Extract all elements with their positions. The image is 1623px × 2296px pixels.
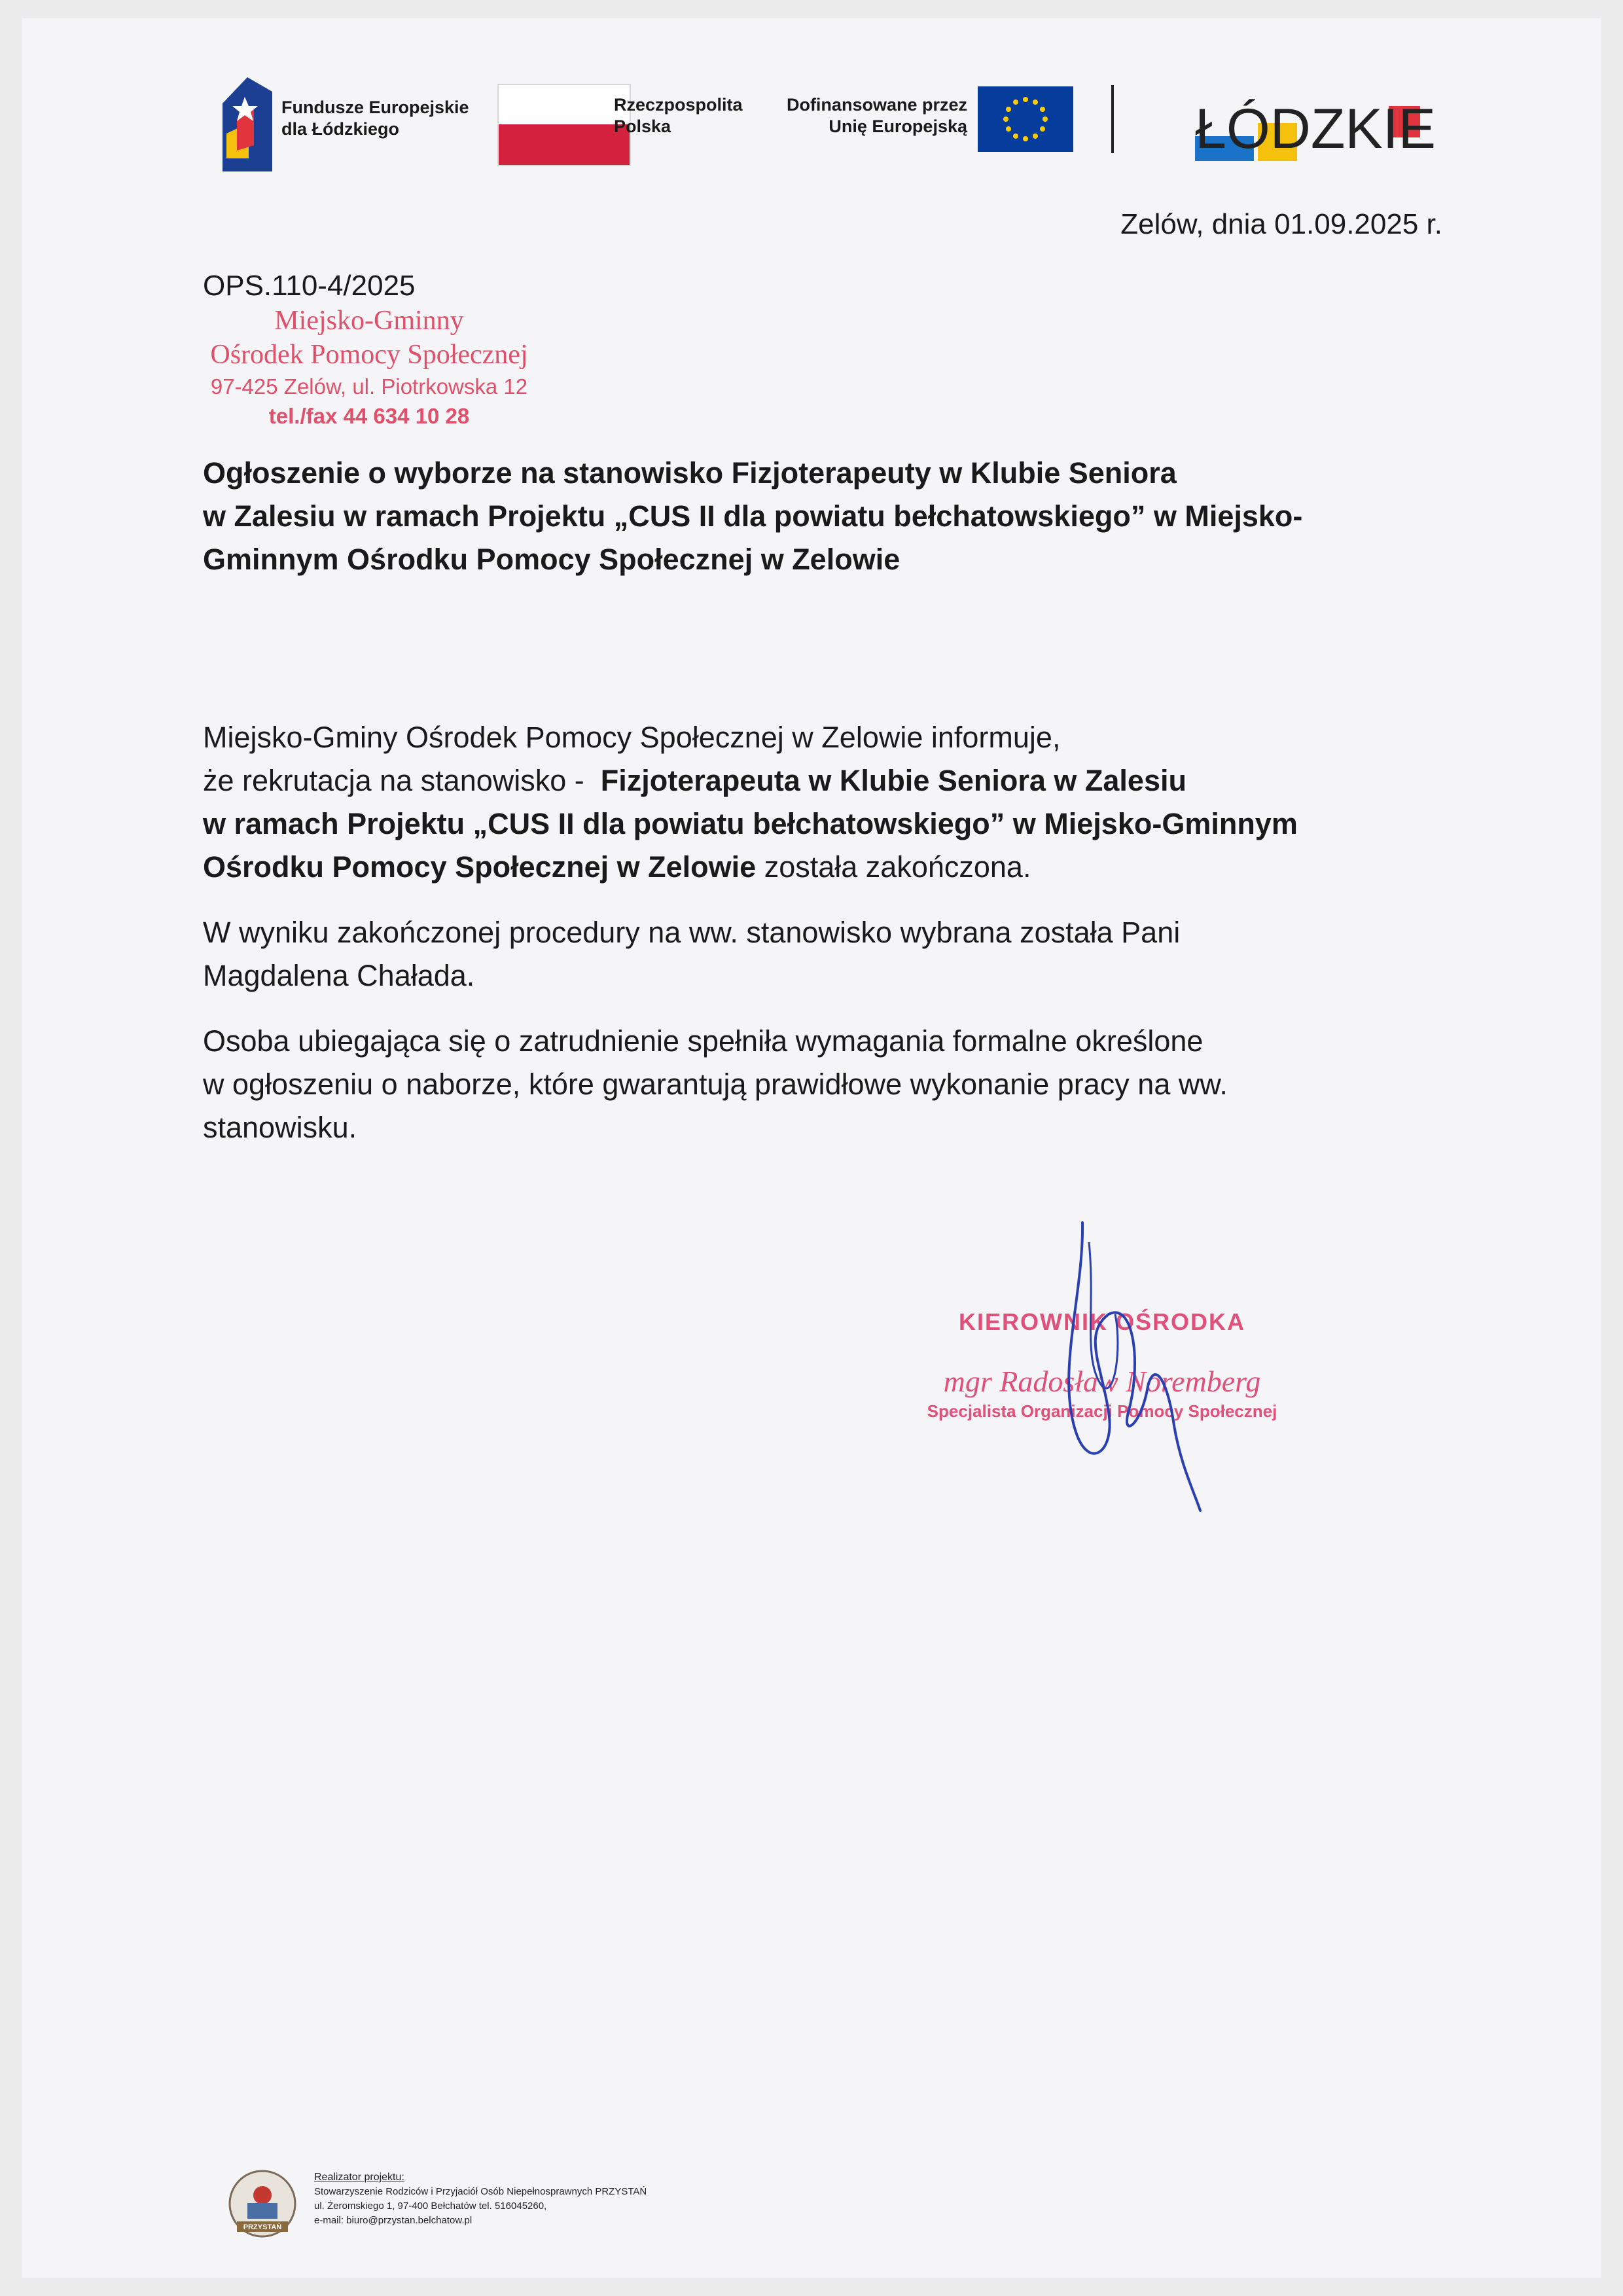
- stamp-line: Ośrodek Pomocy Społecznej: [210, 340, 528, 370]
- footer-line: e-mail: biuro@przystan.belchatow.pl: [314, 2215, 473, 2226]
- document-title: Ogłoszenie o wyborze na stanowisko Fizjoterapeuty w Klubie Seniora w Zalesiu w ramach Projektu „CUS II dla powiatu bełchatowskiego” w Miejsko- Gminnym Ośrodku Pomocy Społecznej w Zelowie: [203, 456, 1303, 576]
- stamp-line: 97-425 Zelów, ul. Piotrkowska 12: [210, 374, 528, 399]
- sender-stamp: [173, 304, 565, 431]
- fundusze-europejskie-logo-icon: [223, 77, 272, 171]
- signature-position: Specjalista Organizacji Pomocy Społecznej: [927, 1401, 1277, 1421]
- przystan-logo-icon: [228, 2169, 297, 2238]
- footer-line: ul. Żeromskiego 1, 97-400 Bełchatów tel. 516045260,: [314, 2200, 547, 2212]
- document-page: [22, 18, 1601, 2278]
- footer-heading: Realizator projektu:: [314, 2172, 404, 2183]
- eu-flag-icon: [978, 86, 1073, 152]
- paragraph-1: Miejsko-Gminy Ośrodek Pomocy Społecznej w Zelowie informuje, że rekrutacja na stanowisko - Fizjoterapeuta w Klubie Seniora w Zalesiu w ramach Projektu „CUS II dla powiatu bełchatowskiego” w Miejsko-Gminnym Ośrodku Pomocy Społecznej w Zelowie została zakończona.: [203, 721, 1298, 884]
- footer-line: Stowarzyszenie Rodziców i Przyjaciół Osób Niepełnosprawnych PRZYSTAŃ: [314, 2186, 647, 2197]
- header-divider: [1111, 85, 1114, 153]
- paragraph-3: Osoba ubiegająca się o zatrudnienie spełniła wymagania formalne określone w ogłoszeniu o naborze, które gwarantują prawidłowe wykonanie pracy na ww. stanowisku.: [203, 1024, 1228, 1144]
- handwritten-signature-icon: [1043, 1216, 1240, 1517]
- paragraph-2: W wyniku zakończonej procedury na ww. stanowisko wybrana została Pani Magdalena Chałada.: [203, 916, 1181, 992]
- eu-cofinancing-text: Dofinansowane przez Unię Europejską: [786, 95, 967, 136]
- svg-text:PRZYSTAŃ: PRZYSTAŃ: [243, 2223, 282, 2231]
- logo-bar: [22, 18, 1601, 175]
- fundusze-europejskie-text: Fundusze Europejskie dla Łódzkiego: [281, 98, 469, 139]
- stamp-line: Miejsko-Gminny: [274, 306, 464, 336]
- stamp-line: tel./fax 44 634 10 28: [268, 404, 470, 428]
- signature-role: KIEROWNIK OŚRODKA: [959, 1308, 1245, 1335]
- document-body: [203, 716, 1472, 1172]
- rzeczpospolita-text: Rzeczpospolita Polska: [614, 95, 743, 136]
- footer-info: [314, 2170, 647, 2228]
- signature-name: mgr Radosław Noremberg: [943, 1365, 1261, 1398]
- lodzkie-region-logo: [1195, 96, 1444, 161]
- case-number: OPS.110-4/2025: [203, 270, 416, 302]
- lodzkie-wordmark: ŁÓDZKIE: [1195, 98, 1436, 160]
- polish-flag-icon: [497, 84, 631, 166]
- document-date: Zelów, dnia 01.09.2025 r.: [1120, 208, 1442, 240]
